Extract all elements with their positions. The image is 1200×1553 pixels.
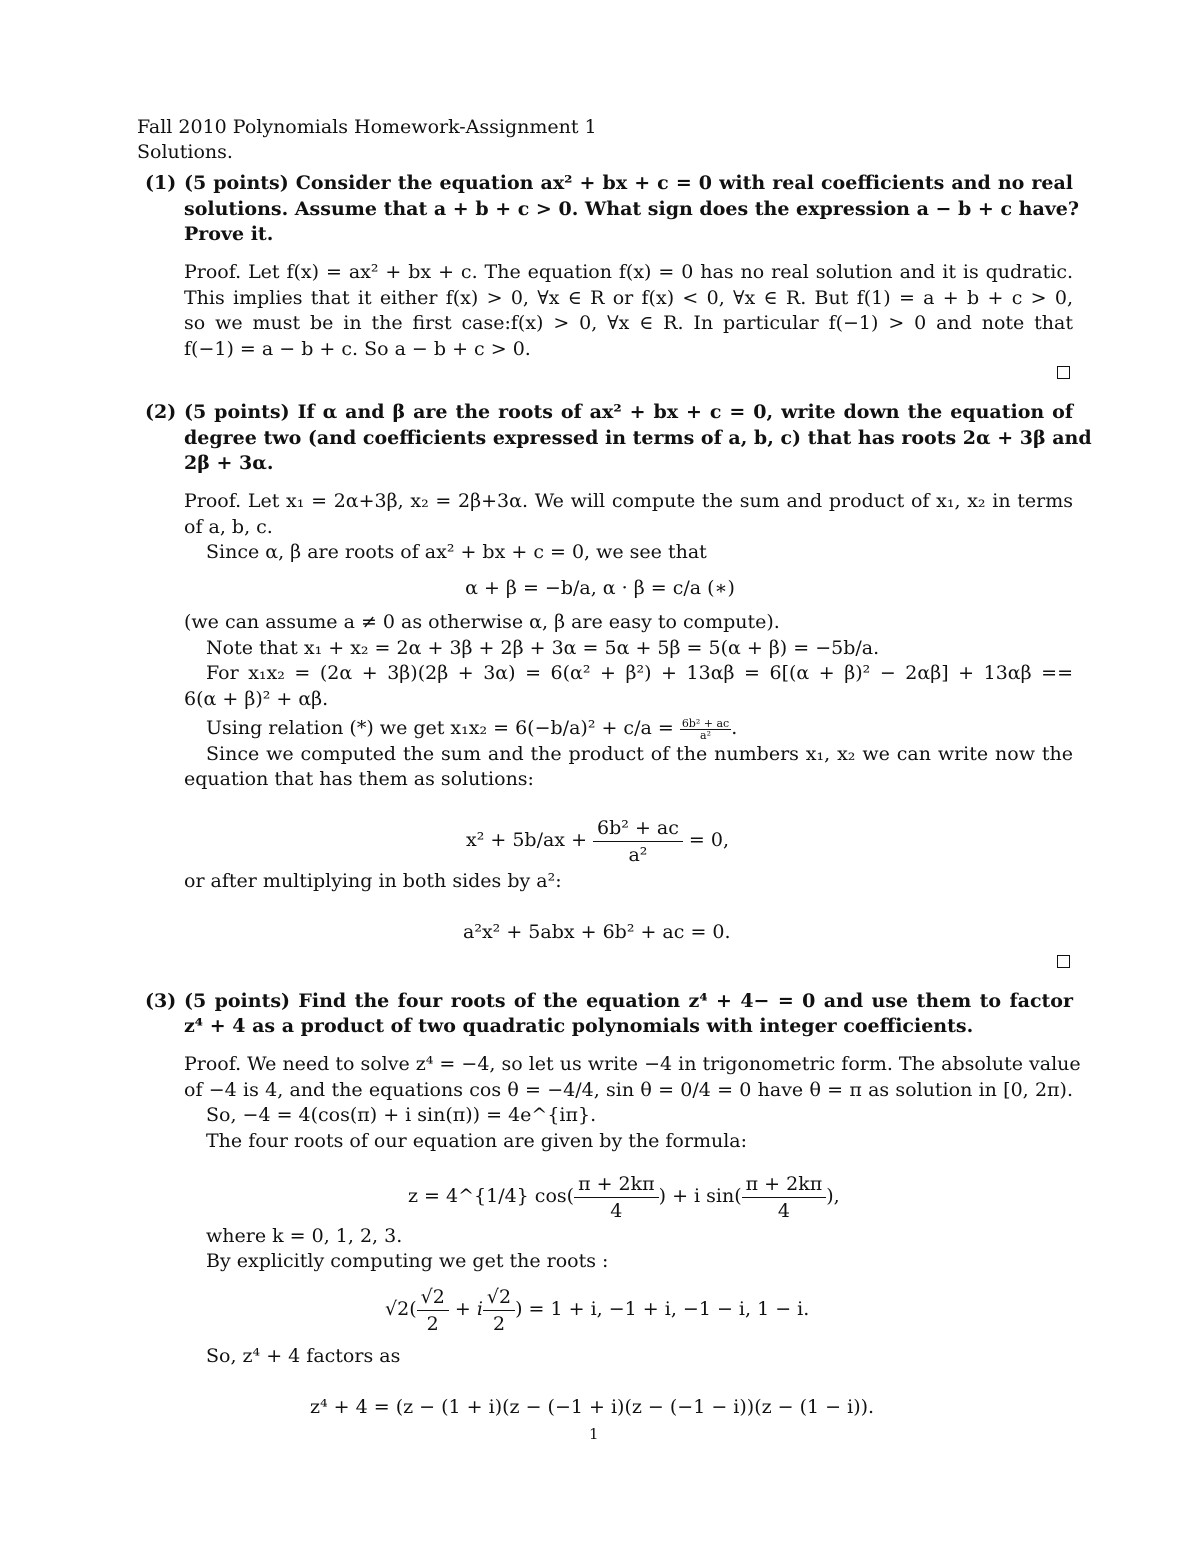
problem-2-display-equation-final: a²x² + 5abx + 6b² + ac = 0. — [463, 921, 731, 943]
quadratic-left-terms: x² + 5b/ax + — [466, 829, 594, 851]
problem-1-proof-line-1: Proof. Let f(x) = ax² + bx + c. The equation f(x) = 0 has no real solution and it is qudratic. — [184, 261, 1073, 283]
angle-fraction — [742, 1171, 827, 1224]
problem-2-proof-line-11: or after multiplying in both sides by a²: — [184, 870, 562, 892]
document-title: Fall 2010 Polynomials Homework-Assignment 1 — [137, 116, 597, 138]
problem-3-statement-line-1: (5 points) Find the four roots of the equation z⁴ + 4− = 0 and use them to factor — [184, 990, 1073, 1012]
quadratic-right-side: = 0, — [688, 829, 730, 851]
problem-2-display-equation-roots: α + β = −b/a, α · β = c/a (∗) — [465, 577, 735, 599]
qed-square-icon — [1057, 366, 1070, 379]
display-fraction-denominator: a² — [628, 843, 648, 866]
problem-2-proof-line-1: Proof. Let x₁ = 2α+3β, x₂ = 2β+3α. We will compute the sum and product of x₁, x₂ in terms — [184, 490, 1073, 512]
problem-3-proof-line-1: Proof. We need to solve z⁴ = −4, so let us write −4 in trigonometric form. The absolute value — [184, 1053, 1081, 1075]
problem-3-proof-line-6: By explicitly computing we get the roots : — [206, 1250, 609, 1272]
problem-3-display-equation-factorization: z⁴ + 4 = (z − (1 + i)(z − (−1 + i)(z − (−1 − i))(z − (1 − i)). — [310, 1396, 875, 1418]
problem-2-statement-line-3: 2β + 3α. — [184, 452, 274, 474]
root-fraction-numerator: √2 — [483, 1284, 515, 1311]
problem-2-proof-line-5: Note that x₁ + x₂ = 2α + 3β + 2β + 3α = 5α + 5β = 5(α + β) = −5b/a. — [206, 637, 880, 659]
display-fraction — [593, 815, 683, 868]
root-fraction-numerator: √2 — [417, 1284, 449, 1311]
problem-2-statement-line-1: (5 points) If α and β are the roots of ax² + bx + c = 0, write down the equation of — [184, 401, 1073, 423]
problem-2-relation-text: Using relation (*) we get x₁x₂ = 6(−b/a)² + c/a = — [206, 717, 680, 739]
problem-3-number: (3) — [145, 990, 177, 1012]
problem-1-proof-line-3: so we must be in the first case:f(x) > 0, ∀x ∈ R. In particular f(−1) > 0 and note that — [184, 312, 1073, 334]
problem-2-proof-line-9: Since we computed the sum and the product of the numbers x₁, x₂ we can write now the — [206, 743, 1073, 765]
problem-1-statement-line-2: solutions. Assume that a + b + c > 0. What sign does the expression a − b + c have? — [184, 198, 1080, 220]
problem-2-proof-line-3: Since α, β are roots of ax² + bx + c = 0, we see that — [206, 541, 707, 563]
angle-fraction-numerator: π + 2kπ — [742, 1171, 827, 1198]
root-fraction-denominator: 2 — [492, 1312, 506, 1335]
problem-1-proof-line-4: f(−1) = a − b + c. So a − b + c > 0. — [184, 338, 531, 360]
problem-2-statement-line-2: degree two (and coefficients expressed in terms of a, b, c) that has roots 2α + 3β and — [184, 427, 1092, 449]
problem-2-proof-line-10: equation that has them as solutions: — [184, 768, 534, 790]
inline-fraction-denominator: a² — [700, 728, 711, 742]
angle-fraction-numerator: π + 2kπ — [574, 1171, 659, 1198]
angle-fraction — [574, 1171, 659, 1224]
angle-fraction-denominator: 4 — [610, 1199, 623, 1222]
document-subtitle: Solutions. — [137, 141, 233, 163]
display-fraction-numerator: 6b² + ac — [593, 815, 683, 842]
inline-fraction — [680, 718, 731, 741]
problem-3-proof-line-2: of −4 is 4, and the equations cos θ = −4/4, sin θ = 0/4 = 0 have θ = π as solution in [0, 2π). — [184, 1079, 1073, 1101]
problem-3-display-equation-roots-formula — [408, 1170, 840, 1224]
root-fraction — [417, 1284, 449, 1337]
problem-2-proof-line-8: Using relation (*) we get x₁x₂ = 6(−b/a)² + c/a = $\frac{\text{6b² + ac}}{\text{a²}}$ . — [206, 716, 738, 742]
formula-suffix: ), — [826, 1185, 840, 1207]
problem-3-proof-line-4: The four roots of our equation are given by the formula: — [206, 1130, 748, 1152]
problem-1-statement-line-1: (5 points) Consider the equation ax² + bx + c = 0 with real coefficients and no real — [184, 172, 1073, 194]
problem-2-proof-line-4: (we can assume a ≠ 0 as otherwise α, β are easy to compute). — [184, 611, 780, 633]
inline-fraction-numerator: 6b² + ac — [681, 716, 730, 730]
root-fraction-denominator: 2 — [426, 1312, 439, 1335]
root-fraction — [483, 1284, 515, 1337]
formula-prefix: z = 4^{1/4} cos( — [408, 1185, 575, 1207]
qed-square-icon — [1057, 955, 1070, 968]
page-number: 1 — [589, 1425, 599, 1443]
problem-3-statement-line-2: z⁴ + 4 as a product of two quadratic polynomials with integer coefficients. — [184, 1015, 974, 1037]
problem-3-display-equation-roots: √2( $\frac{√2}{2}$ + i $\frac{√2}{2}$ ) = 1 + i, −1 + i, −1 − i, 1 − i. — [385, 1285, 810, 1335]
problem-1-statement-line-3: Prove it. — [184, 223, 274, 245]
problem-3-proof-line-5: where k = 0, 1, 2, 3. — [206, 1225, 403, 1247]
problem-1-proof-line-2: This implies that it either f(x) > 0, ∀x ∈ R or f(x) < 0, ∀x ∈ R. But f(1) = a + b + c > 0, — [184, 287, 1073, 309]
problem-2-proof-line-7: 6(α + β)² + αβ. — [184, 688, 329, 710]
formula-middle: ) + i sin( — [658, 1185, 742, 1207]
roots-list: ) = 1 + i, −1 + i, −1 − i, 1 − i. — [515, 1298, 810, 1320]
problem-3-proof-line-3: So, −4 = 4(cos(π) + i sin(π)) = 4e^{iπ}. — [206, 1104, 597, 1126]
angle-fraction-denominator: 4 — [777, 1199, 790, 1222]
problem-2-proof-line-2: of a, b, c. — [184, 516, 273, 538]
problem-2-number: (2) — [145, 401, 177, 423]
problem-2-proof-line-6: For x₁x₂ = (2α + 3β)(2β + 3α) = 6(α² + β²) + 13αβ = 6[(α + β)² − 2αβ] + 13αβ == — [206, 662, 1073, 684]
sqrt-two-factor: √2 — [385, 1298, 410, 1320]
problem-1-number: (1) — [145, 172, 177, 194]
problem-2-display-equation-quadratic — [466, 814, 729, 868]
problem-3-proof-line-7: So, z⁴ + 4 factors as — [206, 1345, 401, 1367]
